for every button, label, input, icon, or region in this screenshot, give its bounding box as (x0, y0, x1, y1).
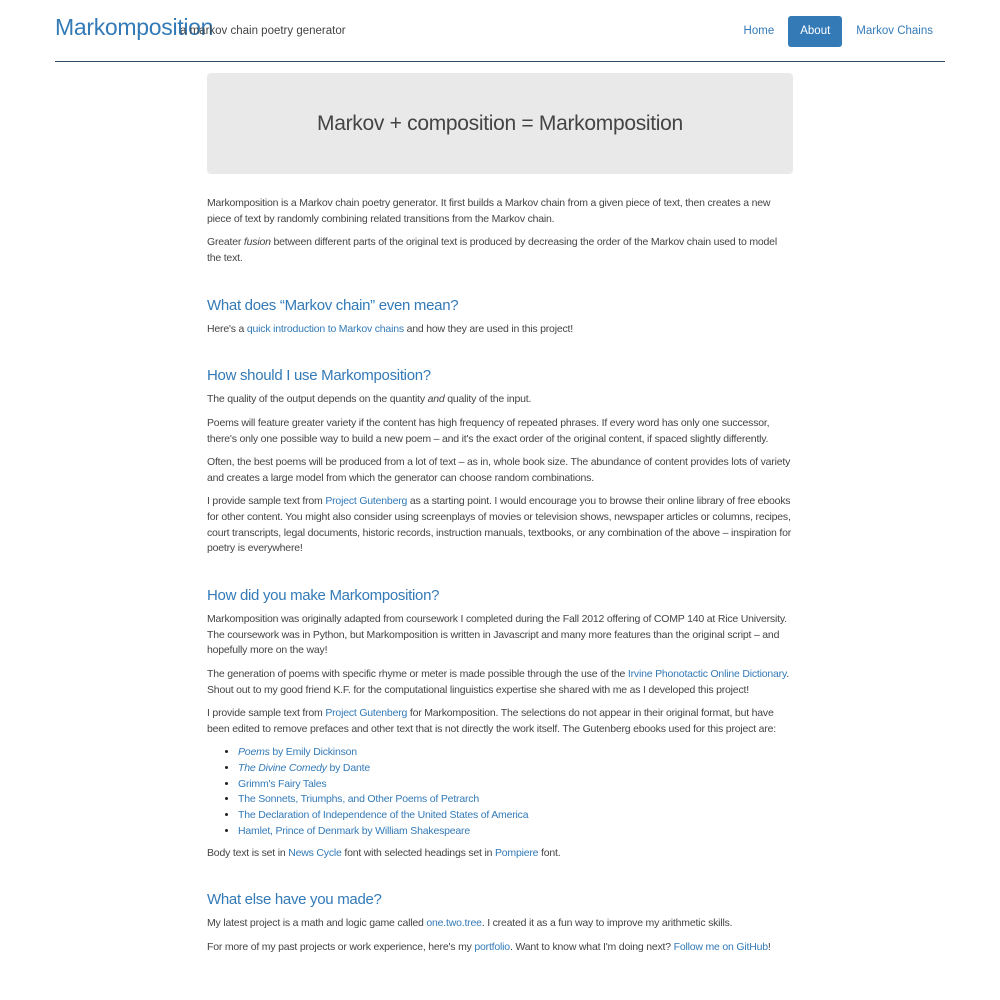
book-link[interactable]: The Declaration of Independence of the United States of America (238, 809, 529, 822)
usage-paragraph-4: I provide sample text from Project Gutenberg as a starting point. I would encourage you to browse their online library of free ebooks for other content. You might also consider using screenplays of movies or television shows, newspaper articles or columns, recipes, court transcripts, legal documents, historic records, instruction manuals, textbooks, or any combination of the above – inspiration for poetry is everywhere! (207, 495, 792, 555)
made-paragraph-3: I provide sample text from Project Gutenberg for Markomposition. The selections do not appear in their original format, but have been edited to remove prefaces and other text that is not directly the work itself. The Gutenberg ebooks used for this project are: (207, 707, 776, 735)
brand-link[interactable]: Markomposition (55, 14, 214, 40)
book-link[interactable]: Grimm's Fairy Tales (238, 777, 327, 790)
intro-paragraph-1: Markomposition is a Markov chain poetry generator. It first builds a Markov chain from a given piece of text, then creates a new piece of text by randomly combining related transitions from the Markov chain. (207, 197, 771, 225)
book-item (238, 745, 793, 761)
nav-about[interactable]: About (788, 16, 842, 47)
github-link[interactable]: Follow me on GitHub (673, 940, 768, 953)
book-item (238, 808, 793, 824)
main-nav (730, 16, 945, 47)
jumbotron (207, 73, 793, 174)
portfolio-link[interactable]: portfolio (474, 940, 510, 953)
book-link[interactable]: The Divine Comedy by Dante (238, 762, 370, 775)
jumbotron-title: Markov + composition = Markomposition (317, 111, 683, 135)
usage-paragraph-1: The quality of the output depends on the quantity and quality of the input. (207, 393, 532, 406)
usage-paragraph-3: Often, the best poems will be produced from a lot of text – as in, whole book size. The abundance of content provides lots of variety and creates a large model from which the generator can choose random combinations. (207, 456, 791, 484)
site-header (55, 0, 945, 62)
pompiere-link[interactable]: Pompiere (494, 846, 539, 859)
nav-home[interactable]: Home (743, 25, 775, 37)
book-item (238, 824, 793, 840)
book-link[interactable]: Poems by Emily Dickinson (238, 746, 357, 759)
usage-paragraph-2: Poems will feature greater variety if the content has high frequency of repeated phrases. If every word has only one successor, there's only one possible way to build a new poem – and it's the exact order of the original content, if spaced slightly differently. (207, 416, 770, 445)
made-paragraph-2: The generation of poems with specific rhyme or meter is made possible through the use of the Irvine Phonotactic Online Dictionary. Shout out to my good friend K.F. for the computational linguistics expertise she shared with me as I developed this project! (207, 667, 789, 696)
one-two-tree-link[interactable]: one.two.tree (426, 917, 482, 930)
heading-what-else: What else have you made? (207, 891, 382, 909)
book-item (238, 792, 793, 808)
project-gutenberg-link-2[interactable]: Project Gutenberg (325, 707, 408, 720)
else-paragraph-2: For more of my past projects or work experience, here's my portfolio. Want to know what I'm doing next? Follow me on GitHub! (207, 940, 771, 953)
markov-intro-link[interactable]: quick introduction to Markov chains (246, 322, 404, 335)
nav-markov-chains[interactable]: Markov Chains (856, 25, 933, 37)
heading-how-made: How did you make Markomposition? (207, 587, 440, 605)
about-content (207, 196, 793, 963)
made-paragraph-1: Markomposition was originally adapted from coursework I completed during the Fall 2012 offering of COMP 140 at Rice University. The coursework was in Python, but Markomposition is written in Javascript and many more features than the original script – and hopefully more on the way! (207, 613, 787, 657)
book-link[interactable]: Hamlet, Prince of Denmark by William Shakespeare (238, 824, 470, 837)
book-item (238, 761, 793, 777)
markov-intro-paragraph: Here's a quick introduction to Markov chains and how they are used in this project! (207, 322, 573, 335)
heading-what-markov: What does “Markov chain” even mean? (207, 296, 459, 314)
irvine-dictionary-link[interactable]: Irvine Phonotactic Online Dictionary (627, 667, 787, 680)
book-item (238, 777, 793, 793)
news-cycle-link[interactable]: News Cycle (288, 846, 342, 859)
heading-how-use: How should I use Markomposition? (207, 367, 431, 385)
gutenberg-books-list (207, 745, 793, 839)
else-paragraph-1: My latest project is a math and logic game called one.two.tree. I created it as a fun way to improve my arithmetic skills. (207, 917, 733, 930)
intro-paragraph-2: Greater fusion between different parts of the original text is produced by decreasing the order of the Markov chain used to model the text. (207, 236, 777, 264)
fonts-paragraph: Body text is set in News Cycle font with selected headings set in Pompiere font. (207, 846, 561, 859)
project-gutenberg-link[interactable]: Project Gutenberg (325, 495, 408, 508)
book-link[interactable]: The Sonnets, Triumphs, and Other Poems of Petrarch (238, 793, 479, 806)
tagline: a markov chain poetry generator (180, 25, 346, 37)
